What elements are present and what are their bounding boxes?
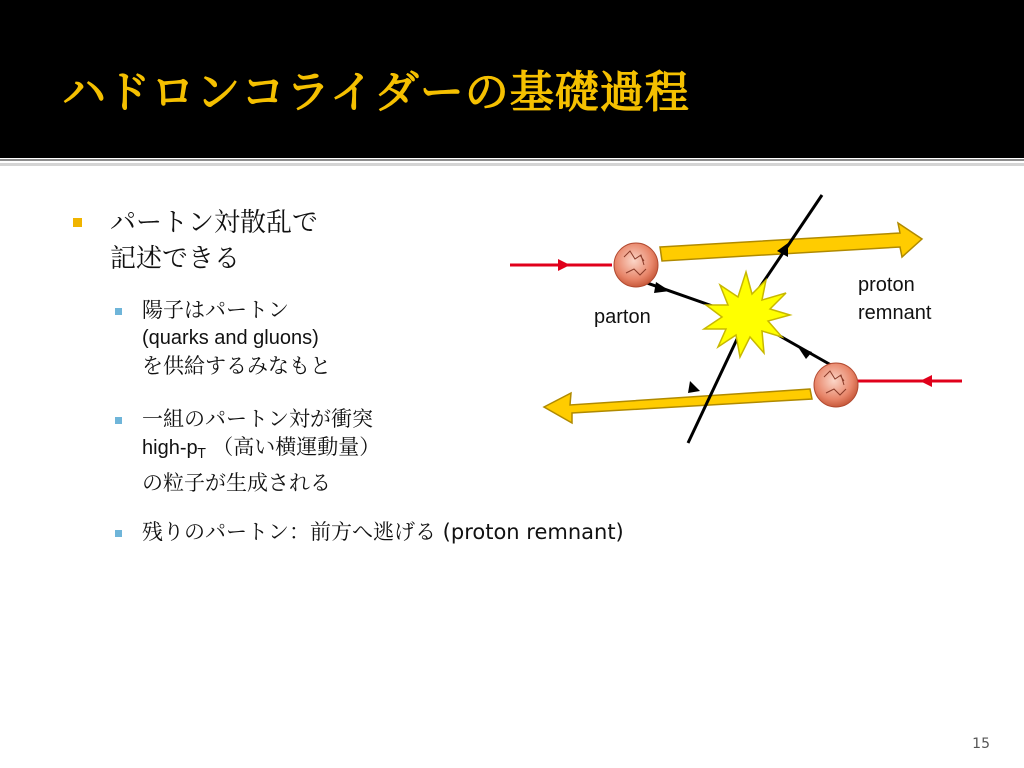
- sub-bullet-text: [142, 296, 331, 380]
- title-bar: [0, 0, 1024, 158]
- parton-arrowhead: [688, 381, 700, 393]
- sub-bullet-icon: [115, 530, 122, 537]
- proton-remnant-line: remnant: [858, 302, 932, 324]
- parton-scattering-diagram: [500, 185, 980, 465]
- proton-icon: [814, 363, 858, 407]
- parton-label: parton: [594, 306, 651, 328]
- proton-icon: [614, 243, 658, 287]
- subscript-t: T: [197, 447, 206, 462]
- sub-bullet-line: 残りのパートン：前方へ逃げる (proton remnant): [142, 520, 624, 544]
- divider-line-light: [0, 163, 1024, 166]
- slide-title: ハドロンコライダーの基礎過程: [62, 67, 690, 118]
- proton-arrowhead: [920, 375, 932, 387]
- sub-bullet-text: [142, 405, 380, 497]
- bullet-main-line: パートン対散乱で: [110, 208, 319, 238]
- sub-bullet-text: [142, 518, 624, 546]
- high-pt-text: high-p: [142, 437, 198, 459]
- proton-arrowhead: [558, 259, 570, 271]
- backward-beam-arrow: [544, 389, 812, 423]
- transverse-momentum-note: （高い横運動量）: [205, 435, 381, 459]
- sub-bullet-line: の粒子が生成される: [142, 471, 331, 495]
- collision-star-icon: [704, 272, 790, 357]
- sub-bullet-line: 一組のパートン対が衝突: [142, 407, 373, 431]
- sub-bullet-line: [142, 433, 380, 469]
- bullet-main-line: 記述できる: [110, 244, 241, 274]
- page-number: 15: [972, 736, 990, 752]
- bullet-main-text: [110, 205, 318, 277]
- sub-bullet-line: (quarks and gluons): [142, 327, 319, 349]
- proton-remnant-label: [858, 271, 931, 327]
- sub-bullet-line: 陽子はパートン: [142, 298, 289, 322]
- sub-bullet-line: を供給するみなもと: [142, 354, 331, 378]
- bullet-square-icon: [73, 218, 82, 227]
- divider-line: [0, 159, 1024, 161]
- sub-bullet-icon: [115, 308, 122, 315]
- sub-bullet-icon: [115, 417, 122, 424]
- proton-remnant-line: proton: [858, 274, 915, 296]
